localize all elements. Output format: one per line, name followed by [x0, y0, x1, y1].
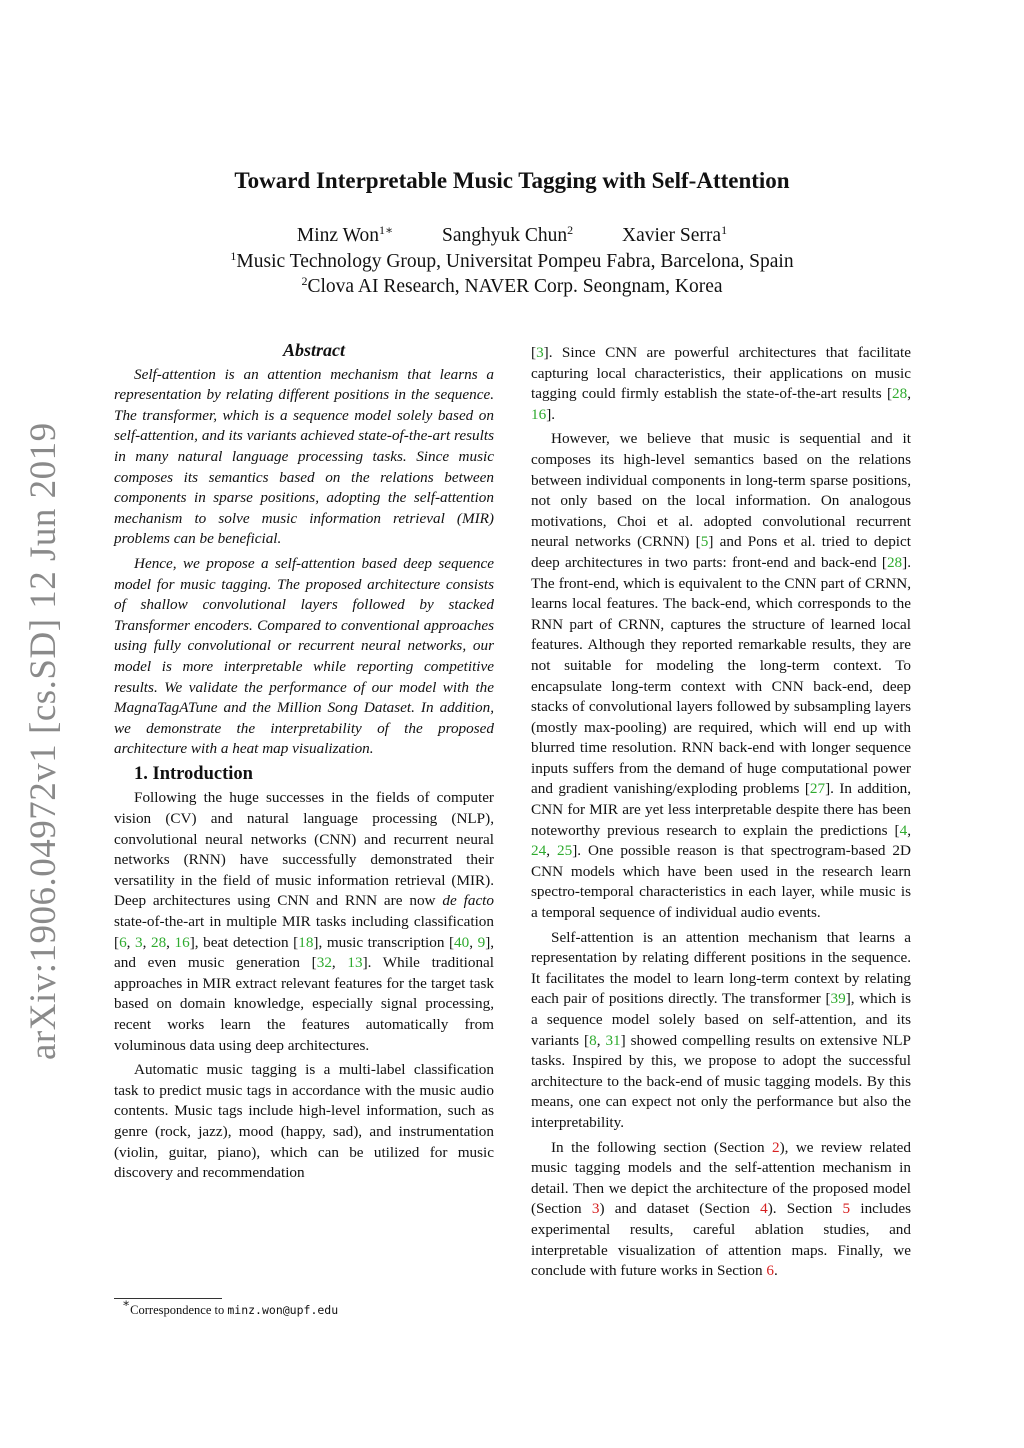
- citation-link[interactable]: 6: [119, 933, 127, 951]
- author-block: [0, 223, 1024, 300]
- section-ref-link[interactable]: 5: [842, 1200, 851, 1218]
- citation-link[interactable]: 28: [886, 553, 903, 571]
- author: Minz Won$^{1∗}$: [296, 223, 394, 246]
- citation-link[interactable]: 3: [536, 344, 544, 361]
- citation-link[interactable]: 25: [557, 842, 573, 860]
- citation-link[interactable]: 18: [298, 933, 314, 951]
- body-paragraph: In the following section (Section 2), we review related music tagging models and the self-attention mechanism in detail. Then we depict the architecture of the proposed model (Section 3) and dataset (Section 4). Section 5 includes experimental results, careful ablation studies, and interpretable visualization of attention maps. Finally, we conclude with future works in Section 6.: [531, 1138, 911, 1280]
- citation-link[interactable]: 32: [316, 954, 332, 972]
- citation-link[interactable]: 16: [174, 933, 190, 951]
- right-column: [531, 343, 911, 1286]
- citation-link[interactable]: 4: [899, 821, 908, 839]
- author-names: [0, 223, 1024, 249]
- citation-link[interactable]: 31: [605, 1031, 621, 1049]
- section-ref-link[interactable]: 3: [591, 1200, 600, 1218]
- abstract-paragraph: Hence, we propose a self-attention based deep sequence model for music tagging. The proposed architecture consists of shallow convolutional layers followed by stacked Transformer encoders. Compared to conventional approaches using fully convolutional or recurrent neural networks, our model is more interpretable while reporting competitive results. We validate the performance of our model with the MagnaTagATune and the Million Song Dataset. In addition, we demonstrate the interpretability of the proposed architecture with a heat map visualization.: [114, 554, 494, 758]
- citation-link[interactable]: 9: [477, 933, 486, 951]
- footnote-rule: [114, 1298, 222, 1299]
- section-heading: 1. Introduction: [134, 763, 253, 784]
- citation-link[interactable]: 28: [892, 385, 908, 403]
- abstract-paragraph: Self-attention is an attention mechanism that learns a representation by relating different positions in the sequence. The transformer, which is a sequence model solely based on self-attention, and its variants achieved state-of-the-art results in many natural language processing tasks. Since music composes its semantics based on the relations between components in sparse positions, adopting the self-attention mechanism to solve music information retrieval (MIR) problems can be beneficial.: [114, 365, 494, 548]
- citation-link[interactable]: 40: [454, 933, 470, 951]
- body-paragraph: However, we believe that music is sequential and it composes its high-level semantics based on the relations between individual components in long-term sparse positions, not only based on the local information. On analogous motivations, Choi et al. adopted convolutional recurrent neural networks (CRNN) [5] and Pons et al. tried to depict deep architectures in two parts: front-end and back-end [28]. The front-end, which is equivalent to the CNN part of CRNN, learns local features. The back-end, which corresponds to the RNN part of CRNN, captures the structure of learned local features. Although they reported remarkable results, they are not suitable for modeling the long-term context. To encapsulate long-term context with CNN back-end, deep stacks of convolutional layers followed by subsampling layers (mostly max-pooling) are required, which will end up with blurred time resolution. RNN back-end with longer sequence inputs suffers from the demand of huge computational power and gradient vanishing/exploding problems [27]. In addition, CNN for MIR are yet less interpretable despite there has been noteworthy previous research to explain the predictions [4, 24, 25]. One possible reason is that spectrogram-based 2D CNN models which have been used in the research learn spectro-temporal characteristics in each layer, while music is a temporal sequence of individual audio events.: [531, 430, 911, 922]
- abstract: [114, 340, 494, 760]
- body-paragraph: Self-attention is an attention mechanism that learns a representation by relating different positions in the sequence. It facilitates the model to learn long-term context by relating each pair of positions directly. The transformer [39], which is a sequence model solely based on self-attention, and its variants [8, 31] showed compelling results on extensive NLP tasks. Inspired by this, we propose to adopt the successful architecture to the back-end of music tagging models. By this means, one can expect not only the performance but also the interpretability.: [531, 928, 912, 1131]
- affiliation: $^2$Clova AI Research, NAVER Corp. Seongnam, Korea: [301, 274, 723, 297]
- author: Sanghyuk Chun$^2$: [441, 223, 574, 246]
- section-ref-link[interactable]: 2: [771, 1138, 780, 1156]
- citation-link[interactable]: 24: [531, 842, 547, 860]
- body-paragraph: Following the huge successes in the fields of computer vision (CV) and natural language processing (NLP), convolutional neural networks (CNN) and recurrent neural networks (RNN) have successfully demonstrated their versatility in the field of music information retrieval (MIR). Deep architectures using CNN and RNN are now de facto state-of-the-art in multiple MIR tasks including classification [6, 3, 28, 16], beat detection [18], music transcription [40, 9], and even music generation [32, 13]. While traditional approaches in MIR extract relevant features for the target task based on domain knowledge, especially signal processing, recent works learn the features automatically from voluminous data using deep architectures.: [114, 789, 495, 1054]
- arxiv-identifier: arXiv:1906.04972v1 [cs.SD] 12 Jun 2019: [23, 422, 64, 1060]
- footnote: ∗Correspondence to minz.won@upf.edu: [122, 1296, 339, 1317]
- citation-link[interactable]: 8: [589, 1031, 597, 1049]
- citation-link[interactable]: 28: [150, 933, 167, 951]
- section-ref-link[interactable]: 6: [766, 1262, 774, 1280]
- author: Xavier Serra$^1$: [622, 223, 728, 246]
- citation-link[interactable]: 13: [347, 954, 363, 972]
- affiliation: $^1$Music Technology Group, Universitat Pompeu Fabra, Barcelona, Spain: [230, 248, 794, 272]
- body-paragraph: [3]. Since CNN are powerful architectures that facilitate capturing local characteristics, their applications on music tagging could firmly establish the state-of-the-art results [28, 16].: [531, 344, 911, 423]
- citation-link[interactable]: 16: [531, 405, 547, 423]
- abstract-heading: Abstract: [282, 340, 345, 360]
- citation-link[interactable]: 27: [809, 780, 826, 798]
- body-paragraph: Automatic music tagging is a multi-label classification task to predict music tags in accordance with the music audio contents. Music tags include high-level information, such as genre (rock, jazz), mood (happy, sad), and instrumentation (violin, guitar, piano), which can be utilized for music discovery and recommendation: [114, 1061, 494, 1182]
- citation-link[interactable]: 5: [700, 533, 709, 551]
- citation-link[interactable]: 39: [830, 990, 846, 1008]
- paper-title: Toward Interpretable Music Tagging with Self-Attention: [234, 168, 790, 193]
- left-column: [114, 340, 494, 1188]
- email-address[interactable]: minz.won@upf.edu: [227, 1303, 339, 1317]
- citation-link[interactable]: 3: [135, 933, 143, 951]
- section-ref-link[interactable]: 4: [760, 1200, 768, 1218]
